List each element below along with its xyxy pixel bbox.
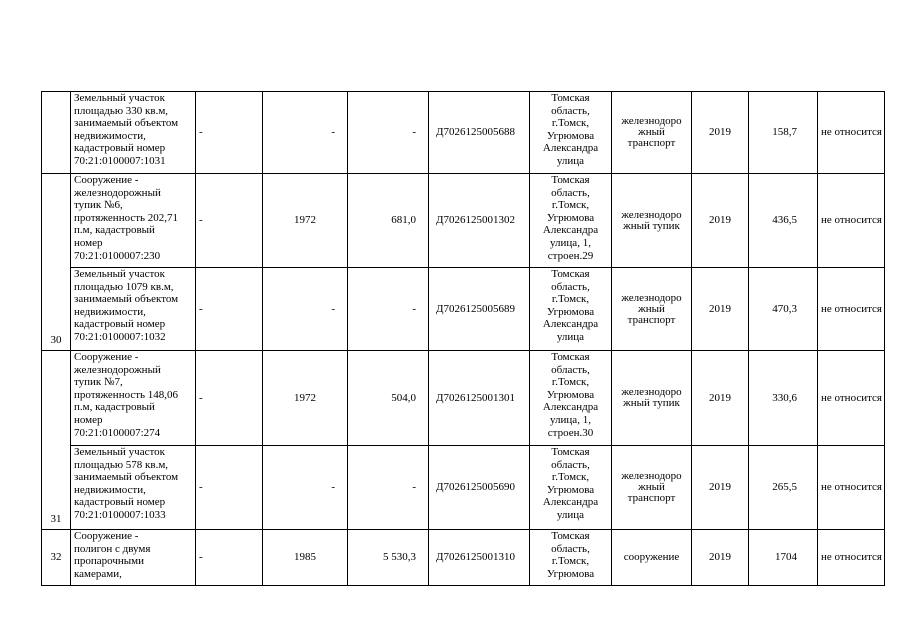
- table-row: [42, 446, 885, 530]
- year-built-cell: 1972: [263, 351, 348, 446]
- group-number-cell: 32: [42, 530, 71, 586]
- address-cell: Томская область, г.Томск, Угрюмова Александра улица: [530, 446, 612, 530]
- note-cell: не относится: [818, 446, 885, 530]
- area-cell: 681,0: [348, 174, 429, 268]
- year-built-cell: 1985: [263, 530, 348, 586]
- year-cell: 2019: [692, 446, 749, 530]
- object-code-cell: Д7026125001301: [429, 351, 530, 446]
- dash-cell: -: [196, 530, 263, 586]
- value-cell: 470,3: [749, 268, 818, 351]
- object-name-cell: Земельный участок площадью 1079 кв.м, занимаемый объектом недвижимости, кадастровый номер 70:21:0100007:1032: [71, 268, 196, 351]
- note-cell: не относится: [818, 530, 885, 586]
- year-cell: 2019: [692, 351, 749, 446]
- object-code-cell: Д7026125005690: [429, 446, 530, 530]
- area-cell: 504,0: [348, 351, 429, 446]
- object-name-cell: Сооружение - железнодорожный тупик №7, протяженность 148,06 п.м, кадастровый номер 70:21:0100007:274: [71, 351, 196, 446]
- address-cell: Томская область, г.Томск, Угрюмова: [530, 530, 612, 586]
- year-cell: 2019: [692, 92, 749, 174]
- address-cell: Томская область, г.Томск, Угрюмова Александра улица: [530, 268, 612, 351]
- object-code-cell: Д7026125001310: [429, 530, 530, 586]
- address-cell: Томская область, г.Томск, Угрюмова Александра улица, 1, строен.30: [530, 351, 612, 446]
- object-code-cell: Д7026125005688: [429, 92, 530, 174]
- area-cell: -: [348, 446, 429, 530]
- note-cell: не относится: [818, 351, 885, 446]
- object-name-cell: Сооружение - железнодорожный тупик №6, протяженность 202,71 п.м, кадастровый номер 70:21:0100007:230: [71, 174, 196, 268]
- area-cell: 5 530,3: [348, 530, 429, 586]
- note-cell: не относится: [818, 92, 885, 174]
- address-cell: Томская область, г.Томск, Угрюмова Александра улица: [530, 92, 612, 174]
- year-cell: 2019: [692, 530, 749, 586]
- group-number-cell: 31: [42, 351, 71, 530]
- purpose-cell: железнодоро жный транспорт: [612, 446, 692, 530]
- table-row: [42, 351, 885, 446]
- purpose-cell: железнодоро жный транспорт: [612, 92, 692, 174]
- object-name-cell: Земельный участок площадью 330 кв.м, занимаемый объектом недвижимости, кадастровый номер 70:21:0100007:1031: [71, 92, 196, 174]
- object-name-cell: Земельный участок площадью 578 кв.м, занимаемый объектом недвижимости, кадастровый номер 70:21:0100007:1033: [71, 446, 196, 530]
- value-cell: 330,6: [749, 351, 818, 446]
- area-cell: -: [348, 92, 429, 174]
- table-row: [42, 174, 885, 268]
- dash-cell: -: [196, 351, 263, 446]
- dash-cell: -: [196, 446, 263, 530]
- year-built-cell: -: [263, 446, 348, 530]
- object-code-cell: Д7026125005689: [429, 268, 530, 351]
- table-row: [42, 530, 885, 586]
- group-number-cell: [42, 92, 71, 174]
- dash-cell: -: [196, 92, 263, 174]
- value-cell: 1704: [749, 530, 818, 586]
- address-cell: Томская область, г.Томск, Угрюмова Александра улица, 1, строен.29: [530, 174, 612, 268]
- purpose-cell: железнодоро жный тупик: [612, 351, 692, 446]
- area-cell: -: [348, 268, 429, 351]
- value-cell: 436,5: [749, 174, 818, 268]
- object-code-cell: Д7026125001302: [429, 174, 530, 268]
- value-cell: 158,7: [749, 92, 818, 174]
- registry-table: [41, 91, 885, 586]
- note-cell: не относится: [818, 268, 885, 351]
- group-number-cell: 30: [42, 174, 71, 351]
- year-cell: 2019: [692, 174, 749, 268]
- purpose-cell: железнодоро жный тупик: [612, 174, 692, 268]
- dash-cell: -: [196, 268, 263, 351]
- table-row: [42, 268, 885, 351]
- purpose-cell: железнодоро жный транспорт: [612, 268, 692, 351]
- value-cell: 265,5: [749, 446, 818, 530]
- table-row: [42, 92, 885, 174]
- year-cell: 2019: [692, 268, 749, 351]
- year-built-cell: -: [263, 92, 348, 174]
- year-built-cell: 1972: [263, 174, 348, 268]
- dash-cell: -: [196, 174, 263, 268]
- year-built-cell: -: [263, 268, 348, 351]
- note-cell: не относится: [818, 174, 885, 268]
- object-name-cell: Сооружение - полигон с двумя пропарочными камерами,: [71, 530, 196, 586]
- purpose-cell: сооружение: [612, 530, 692, 586]
